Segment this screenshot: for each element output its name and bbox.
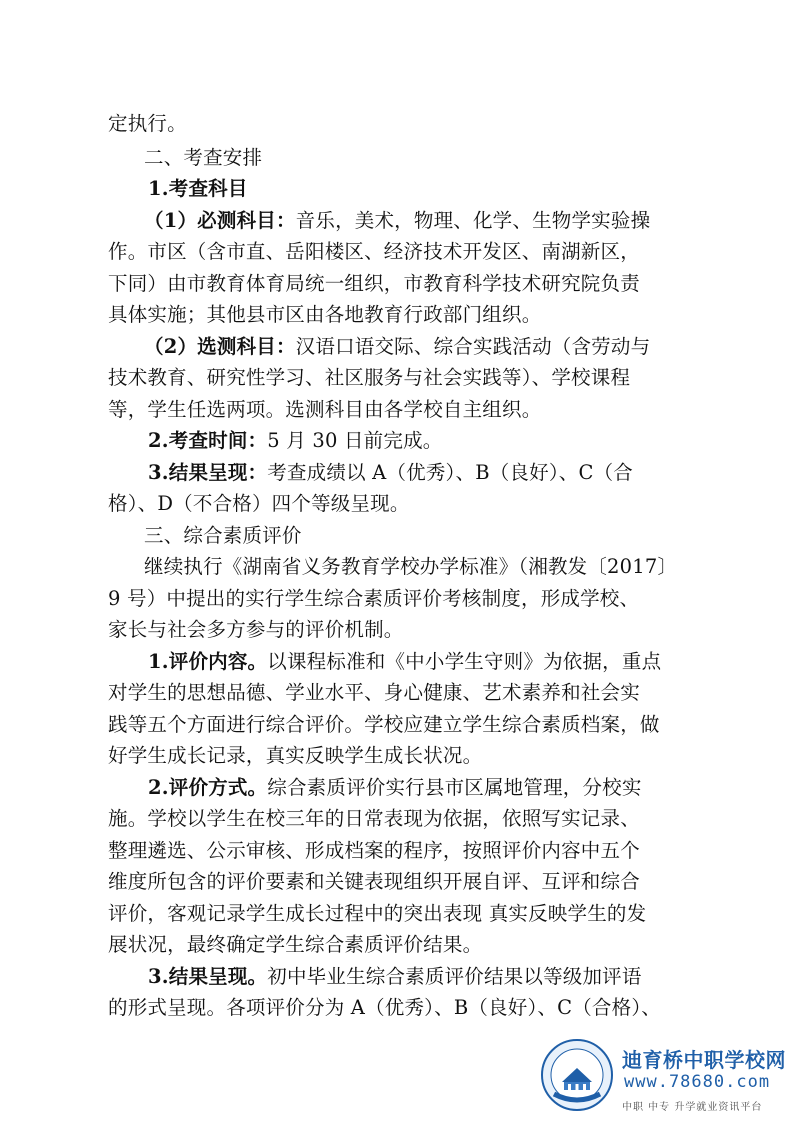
paragraph-line: 好学生成长记录，真实反映学生成长状况。: [108, 744, 483, 767]
paragraph-line: 具体实施；其他县市区由各地教育行政部门组织。: [108, 303, 542, 326]
paragraph-line: 定执行。: [108, 112, 187, 135]
eval-result-text: 初中毕业生综合素质评价结果以等级加评语: [267, 964, 642, 988]
required-subjects-label: （1）必测科目：: [144, 208, 296, 232]
paragraph-line: [108, 961, 698, 993]
paragraph-line: 维度所包含的评价要素和关键表现组织开展自评、互评和综合: [108, 870, 640, 893]
brand-tagline: 中职 中专 升学就业资讯平台: [622, 1102, 763, 1113]
paragraph-line: 对学生的思想品德、学业水平、身心健康、艺术素养和社会实: [108, 681, 640, 704]
paragraph-line: [108, 425, 698, 457]
document-body: [108, 108, 698, 1024]
paragraph-line: 整理遴选、公示审核、形成档案的程序，按照评价内容中五个: [108, 838, 640, 862]
paragraph-line: 格）、D（不合格）四个等级呈现。: [108, 492, 410, 515]
exam-time-label: 2.考查时间：: [148, 429, 268, 452]
paragraph-line: [108, 646, 698, 678]
watermark-logo: [540, 1038, 790, 1118]
brand-url: www.78680.com: [624, 1072, 771, 1092]
paragraph-line: 技术教育、研究性学习、社区服务与社会实践等）、学校课程: [108, 366, 631, 389]
paragraph-line: 评价，客观记录学生成长过程中的突出表现 真实反映学生的发: [108, 901, 647, 925]
paragraph-line: 下同）由市教育体育局统一组织，市教育科学技术研究院负责: [108, 271, 640, 295]
result-text: 考查成绩以 A（优秀）、B（良好）、C（合: [267, 460, 633, 484]
paragraph-line: 作。市区（含市直、岳阳楼区、经济技术开发区、南湖新区，: [108, 240, 640, 263]
paragraph-line: 践等五个方面进行综合评价。学校应建立学生综合素质档案，做: [108, 712, 660, 736]
eval-method-text: 综合素质评价实行县市区属地管理，分校实: [267, 775, 642, 799]
exam-time-text: 5 月 30 日前完成。: [267, 429, 443, 452]
paragraph-line: 展状况，最终确定学生综合素质评价结果。: [108, 933, 483, 956]
paragraph-line: 家长与社会多方参与的评价机制。: [108, 618, 404, 641]
paragraph-line: 施。学校以学生在校三年的日常表现为依据，依照写实记录、: [108, 807, 640, 830]
paragraph-line: 继续执行《湖南省义务教育学校办学标准》（湘教发〔2017〕: [144, 555, 678, 578]
eval-result-label: 3.结果呈现。: [148, 964, 268, 988]
eval-content-text: 以课程标准和《中小学生守则》为依据，重点: [267, 649, 662, 673]
section-heading-2: 二、考查安排: [144, 145, 263, 169]
elective-subjects-text: 汉语口语交际、综合实践活动（含劳动与: [295, 334, 651, 358]
section-heading-3: 三、综合素质评价: [144, 523, 302, 547]
paragraph-line: 的形式呈现。各项评价分为 A（优秀）、B（良好）、C（合格）、: [108, 996, 661, 1019]
brand-name: 迪育桥中职学校网: [622, 1048, 786, 1072]
school-seal-icon: [540, 1038, 614, 1112]
eval-content-label: 1.评价内容。: [148, 649, 268, 673]
paragraph-line: [108, 772, 698, 804]
paragraph-line: 9 号）中提出的实行学生综合素质评价考核制度，形成学校、: [108, 586, 640, 610]
result-label: 3.结果呈现：: [148, 460, 268, 484]
elective-subjects-label: （2）选测科目：: [144, 334, 296, 358]
paragraph-line: [108, 205, 698, 237]
paragraph-line: [108, 331, 698, 363]
subheading-subjects: 1.考查科目: [148, 177, 248, 200]
eval-method-label: 2.评价方式。: [148, 775, 268, 799]
paragraph-line: [108, 457, 698, 489]
paragraph-line: 等，学生任选两项。选测科目由各学校自主组织。: [108, 397, 542, 421]
required-subjects-text: 音乐，美术，物理、化学、生物学实验操: [295, 208, 651, 232]
